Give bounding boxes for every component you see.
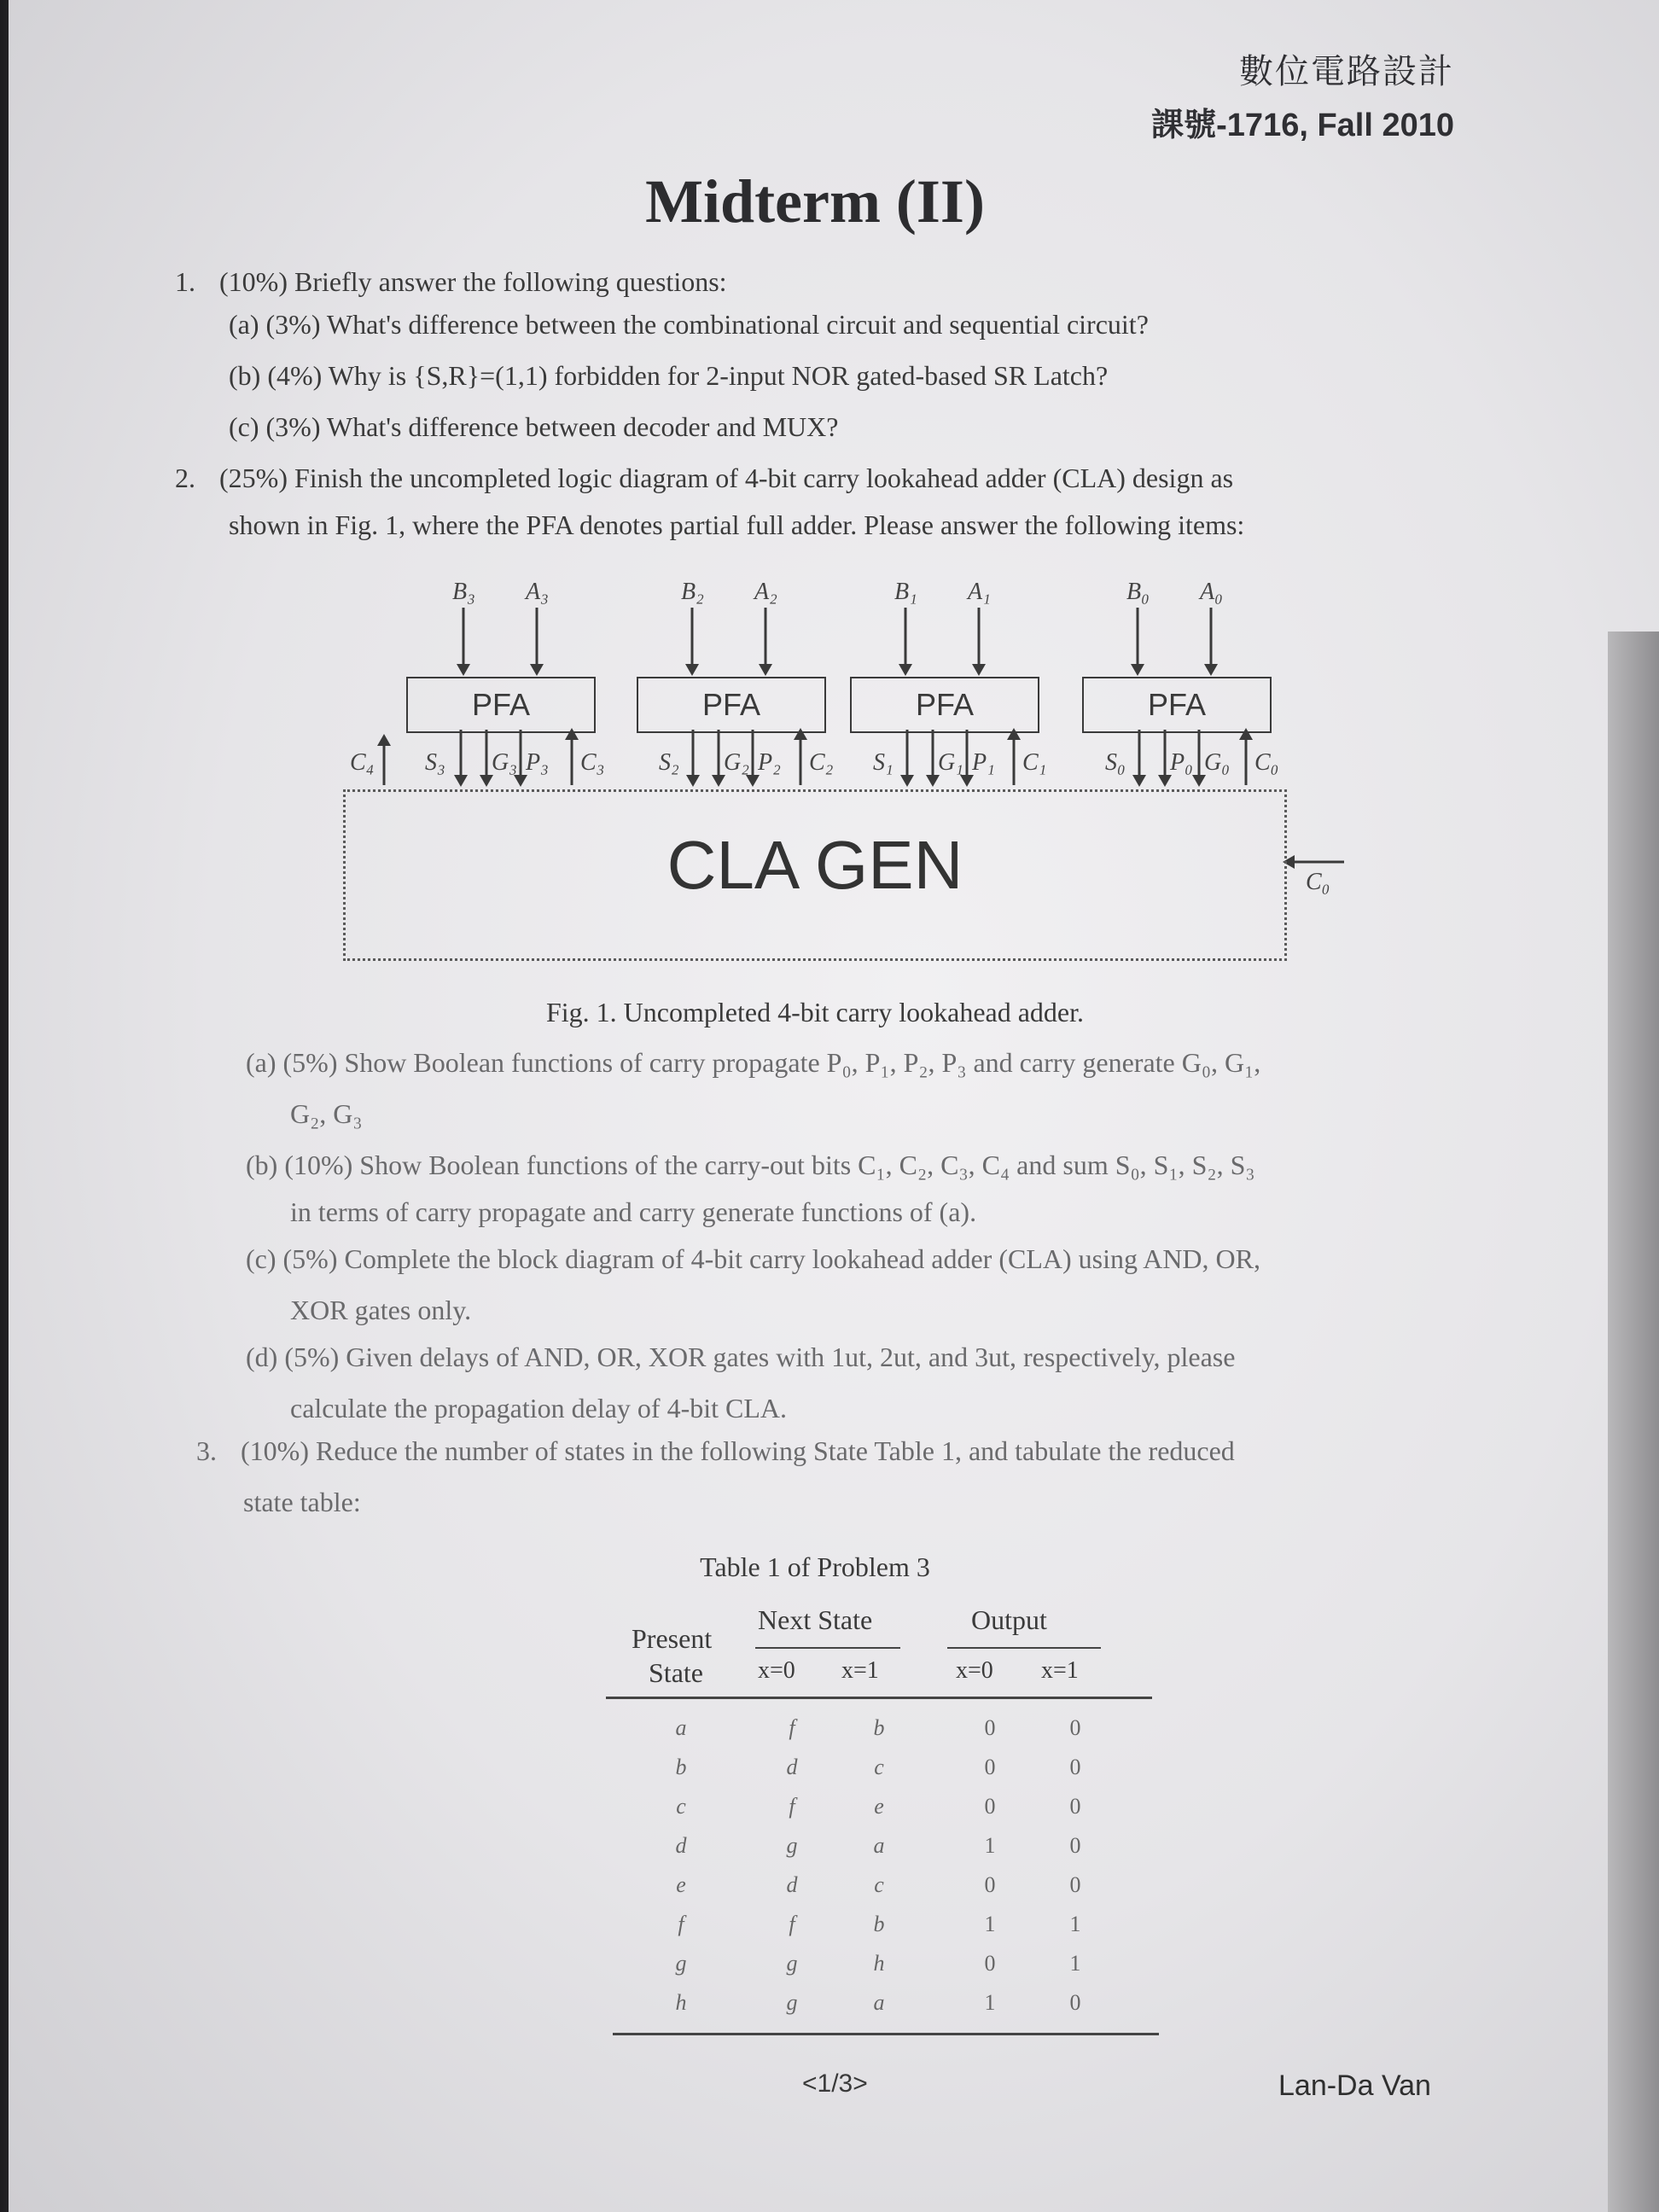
next-state-rule [755, 1647, 900, 1649]
output-cell: 0 [1069, 1794, 1081, 1819]
c0-input-label: C₀ [1306, 869, 1330, 895]
pfa-block-0: PFA [1082, 677, 1272, 733]
question-1b: (b) (4%) Why is {S,R}=(1,1) forbidden for 2-input NOR gated-based SR Latch? [229, 360, 1109, 391]
next-state-cell: g [786, 1990, 798, 2015]
question-1c: (c) (3%) What's difference between decoder and MUX? [229, 411, 839, 442]
author-name: Lan-Da Van [1278, 2069, 1431, 2102]
pfa-block-1: PFA [850, 677, 1039, 733]
signal-label: S₁ [873, 749, 894, 776]
output-cell: 0 [1069, 1755, 1081, 1779]
course-code: 課號-1716, Fall 2010 [1151, 108, 1454, 143]
question-2c: (c) (5%) Complete the block diagram of 4-bit carry lookahead adder (CLA) using AND, OR, [246, 1243, 1260, 1274]
next-state-cell: f [789, 1912, 795, 1936]
output-cell: 0 [984, 1794, 996, 1819]
input-label: B₁ [894, 579, 917, 605]
question-3 [196, 1434, 1235, 1468]
question-3-line2: state table: [243, 1487, 361, 1517]
output-cell: 0 [984, 1951, 996, 1976]
output-cell: 0 [1069, 1715, 1081, 1740]
question-2 [175, 461, 1233, 495]
next-state-cell: a [873, 1990, 885, 2015]
signal-label: S₂ [659, 749, 679, 776]
present-state-cell: b [675, 1755, 687, 1779]
signal-label: C₂ [809, 749, 834, 776]
cla-gen-label: CLA GEN [667, 827, 963, 903]
desk-background-right [1608, 632, 1659, 2212]
present-state-cell: h [675, 1990, 687, 2015]
input-label: A₀ [1200, 579, 1223, 605]
output-cell: 0 [1069, 1833, 1081, 1858]
question-2b: (b) (10%) Show Boolean functions of the carry-out bits C₁, C₂, C₃, C₄ and sum S₀, S₁, S₂, S₃ [246, 1150, 1255, 1180]
header-state: State [649, 1657, 703, 1688]
question-2c-cont: XOR gates only. [290, 1295, 472, 1325]
signal-label: P₂ [758, 749, 781, 776]
question-2-line1: (25%) Finish the uncompleted logic diagram of 4-bit carry lookahead adder (CLA) design as [219, 463, 1234, 493]
next-state-cell: a [873, 1833, 885, 1858]
header-output: Output [971, 1604, 1047, 1635]
header-rule [606, 1697, 1152, 1699]
signal-label: C₄ [350, 749, 375, 776]
question-1 [175, 265, 727, 299]
signal-label: G₀ [1204, 749, 1230, 776]
question-2-line2: shown in Fig. 1, where the PFA denotes partial full adder. Please answer the following items: [229, 509, 1245, 540]
course-header [1151, 44, 1454, 145]
present-state-cell: f [678, 1912, 684, 1936]
signal-label: S₃ [425, 749, 445, 776]
page-number: <1/3> [802, 2069, 868, 2098]
output-cell: 1 [984, 1990, 996, 2015]
output-cell: 0 [984, 1872, 996, 1897]
output-cell: 1 [984, 1912, 996, 1936]
header-x0: x=0 [758, 1657, 795, 1684]
cla-gen-block [343, 789, 1287, 961]
course-title: 數位電路設計 [1239, 53, 1454, 90]
signal-label: C₃ [580, 749, 605, 776]
question-2d: (d) (5%) Given delays of AND, OR, XOR gates with 1ut, 2ut, and 3ut, respectively, please [246, 1342, 1236, 1372]
header-x1: x=1 [841, 1657, 879, 1684]
table-caption: Table 1 of Problem 3 [700, 1551, 930, 1582]
output-cell: 0 [1069, 1990, 1081, 2015]
signal-label: S₀ [1105, 749, 1126, 776]
header-out-x1: x=1 [1041, 1657, 1079, 1684]
question-2b-cont: in terms of carry propagate and carry generate functions of (a). [290, 1196, 977, 1227]
question-2d-cont: calculate the propagation delay of 4-bit CLA. [290, 1393, 788, 1423]
header-out-x0: x=0 [956, 1657, 993, 1684]
output-cell: 1 [1069, 1951, 1081, 1976]
question-3-number: 3. [196, 1435, 217, 1466]
input-label: B₂ [681, 579, 704, 605]
next-state-cell: h [873, 1951, 885, 1976]
signal-label: P₁ [972, 749, 995, 776]
question-1a: (a) (3%) What's difference between the combinational circuit and sequential circuit? [229, 309, 1149, 340]
header-present: Present [632, 1623, 713, 1654]
signal-label: G₂ [724, 749, 749, 776]
next-state-cell: e [874, 1794, 884, 1819]
input-label: A₃ [526, 579, 549, 605]
present-state-cell: g [675, 1951, 687, 1976]
figure-caption: Fig. 1. Uncompleted 4-bit carry lookahead adder. [545, 997, 1085, 1027]
present-state-cell: e [676, 1872, 686, 1897]
next-state-cell: c [874, 1872, 884, 1897]
bottom-rule [613, 2033, 1159, 2035]
next-state-cell: d [786, 1872, 798, 1897]
input-label: A₁ [968, 579, 991, 605]
signal-label: P₃ [526, 749, 549, 776]
pfa-block-3: PFA [406, 677, 596, 733]
question-1-text: (10%) Briefly answer the following questions: [219, 266, 727, 297]
signal-label: C₀ [1254, 749, 1279, 776]
signal-label: P₀ [1170, 749, 1193, 776]
input-label: B₀ [1126, 579, 1150, 605]
next-state-cell: b [873, 1715, 885, 1740]
next-state-cell: f [789, 1794, 795, 1819]
cla-diagram [324, 563, 1348, 990]
next-state-cell: b [873, 1912, 885, 1936]
present-state-cell: a [675, 1715, 687, 1740]
signal-label: C₁ [1022, 749, 1047, 776]
output-cell: 1 [984, 1833, 996, 1858]
next-state-cell: d [786, 1755, 798, 1779]
question-2-number: 2. [175, 463, 195, 493]
output-cell: 0 [984, 1755, 996, 1779]
next-state-cell: c [874, 1755, 884, 1779]
next-state-cell: g [786, 1833, 798, 1858]
pfa-block-2: PFA [637, 677, 826, 733]
present-state-cell: c [676, 1794, 686, 1819]
input-label: B₃ [452, 579, 475, 605]
present-state-cell: d [675, 1833, 687, 1858]
signal-label: G₃ [492, 749, 517, 776]
output-cell: 1 [1069, 1912, 1081, 1936]
output-cell: 0 [984, 1715, 996, 1740]
output-rule [947, 1647, 1101, 1649]
question-2a: (a) (5%) Show Boolean functions of carry propagate P₀, P₁, P₂, P₃ and carry generate G₀, G₁, [246, 1047, 1261, 1078]
output-cell: 0 [1069, 1872, 1081, 1897]
next-state-cell: g [786, 1951, 798, 1976]
exam-page [9, 0, 1659, 2212]
exam-title: Midterm (II) [645, 167, 985, 236]
next-state-cell: f [789, 1715, 795, 1740]
question-2a-cont: G₂, G₃ [290, 1098, 363, 1129]
question-1-number: 1. [175, 266, 195, 297]
question-3-line1: (10%) Reduce the number of states in the following State Table 1, and tabulate the reduced [241, 1435, 1235, 1466]
signal-label: G₁ [938, 749, 963, 776]
header-next-state: Next State [758, 1604, 873, 1635]
input-label: A₂ [754, 579, 777, 605]
